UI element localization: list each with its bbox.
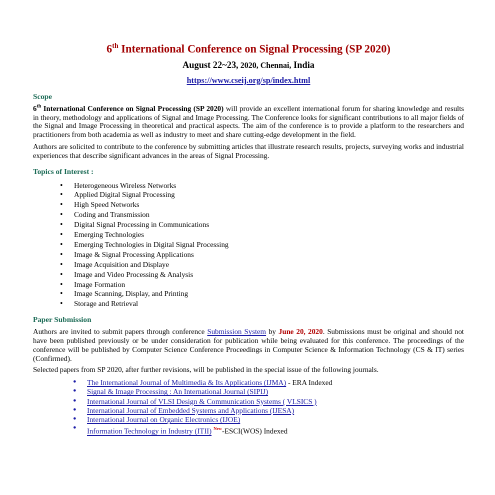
scope-heading: Scope bbox=[33, 91, 52, 101]
journal-link[interactable]: The International Journal of Multimedia & Its Applications (IJMA) bbox=[87, 378, 287, 388]
list-item: • Emerging Technologies in Digital Signal Processing bbox=[74, 240, 464, 250]
submission-system-link[interactable]: Submission System bbox=[207, 327, 267, 337]
journals-list bbox=[33, 378, 464, 436]
new-badge: New bbox=[213, 426, 223, 432]
journal-link[interactable]: Information Technology in Industry (ITII) bbox=[87, 426, 212, 436]
deadline-date: June 20, 2020 bbox=[278, 327, 323, 337]
list-item bbox=[87, 406, 464, 415]
submission-heading: Paper Submission bbox=[33, 315, 92, 325]
list-item: • Image Formation bbox=[74, 280, 464, 290]
journal-link[interactable]: International Journal on Organic Electronics (IJOE) bbox=[87, 415, 241, 425]
topics-list bbox=[33, 181, 464, 310]
list-item bbox=[87, 387, 464, 396]
conference-url-link[interactable]: https://www.cseij.org/sp/index.html bbox=[186, 75, 311, 85]
submission-paragraph-2: Selected papers from SP 2020, after further revisions, will be published in the special issue of the following journals. bbox=[33, 365, 379, 375]
list-item: • Applied Digital Signal Processing bbox=[74, 190, 464, 200]
list-item: • Digital Signal Processing in Communications bbox=[74, 220, 464, 230]
submission-paragraph-1: Authors are invited to submit papers through conference Submission System by June 20, 2020. Submissions must be original and should not have been published previously or be under consideration for publication while being evaluated for this conference. The proceedings of the conference will be published by Computer Science Conference Proceedings in Computer Science & Information Technology (CS & IT) series (Confirmed). bbox=[33, 327, 464, 363]
list-item: • Image & Signal Processing Applications bbox=[74, 250, 464, 260]
list-item: • Emerging Technologies bbox=[74, 230, 464, 240]
journal-link[interactable]: Signal & Image Processing : An International Journal (SIPIJ) bbox=[87, 387, 269, 397]
list-item: • Heterogeneous Wireless Networks bbox=[74, 181, 464, 191]
list-item: • Image Acquisition and Displaye bbox=[74, 260, 464, 270]
journal-link[interactable]: International Journal of Embedded Systems and Applications (IJESA) bbox=[87, 405, 295, 415]
list-item: • Coding and Transmission bbox=[74, 210, 464, 220]
list-item: • High Speed Networks bbox=[74, 200, 464, 210]
scope-paragraph-1: 6th International Conference on Signal Processing (SP 2020) will provide an excellent international forum for sharing knowledge and results in theory, methodology and applications of Signal and Image Processing. The Conference looks for significant contributions to all major fields of the Signal and Image Processing in theoretical and practical aspects. The aim of the conference is to provide a platform to the researchers and practitioners from both academia as well as industry to meet and share cutting-edge development in the field. bbox=[33, 103, 464, 140]
event-date-location: August 22~23, 2020, Chennai, India bbox=[182, 59, 315, 70]
list-item: ● The International Journal of Multimedia & Its Applications (IJMA) - ERA Indexed bbox=[87, 378, 464, 387]
list-item bbox=[87, 397, 464, 406]
journal-link[interactable]: International Journal of VLSI Design & Communication Systems ( VLSICS ) bbox=[87, 396, 317, 406]
list-item: ● Information Technology in Industry (ITII) $^{New}$-ESCI(WOS) Indexed bbox=[87, 424, 464, 436]
list-item: • Storage and Retrieval bbox=[74, 299, 464, 309]
list-item bbox=[87, 415, 464, 424]
list-item: • Image Scanning, Display, and Printing bbox=[74, 289, 464, 299]
scope-paragraph-2: Authors are solicited to contribute to the conference by submitting articles that illustrate research results, projects, surveying works and industrial experiences that describe significant advances in the areas of Signal Processing. bbox=[33, 141, 464, 160]
topics-heading: Topics of Interest : bbox=[33, 166, 94, 176]
page-title: 6th International Conference on Signal Processing (SP 2020) bbox=[106, 42, 391, 56]
list-item: • Image and Video Processing & Analysis bbox=[74, 270, 464, 280]
